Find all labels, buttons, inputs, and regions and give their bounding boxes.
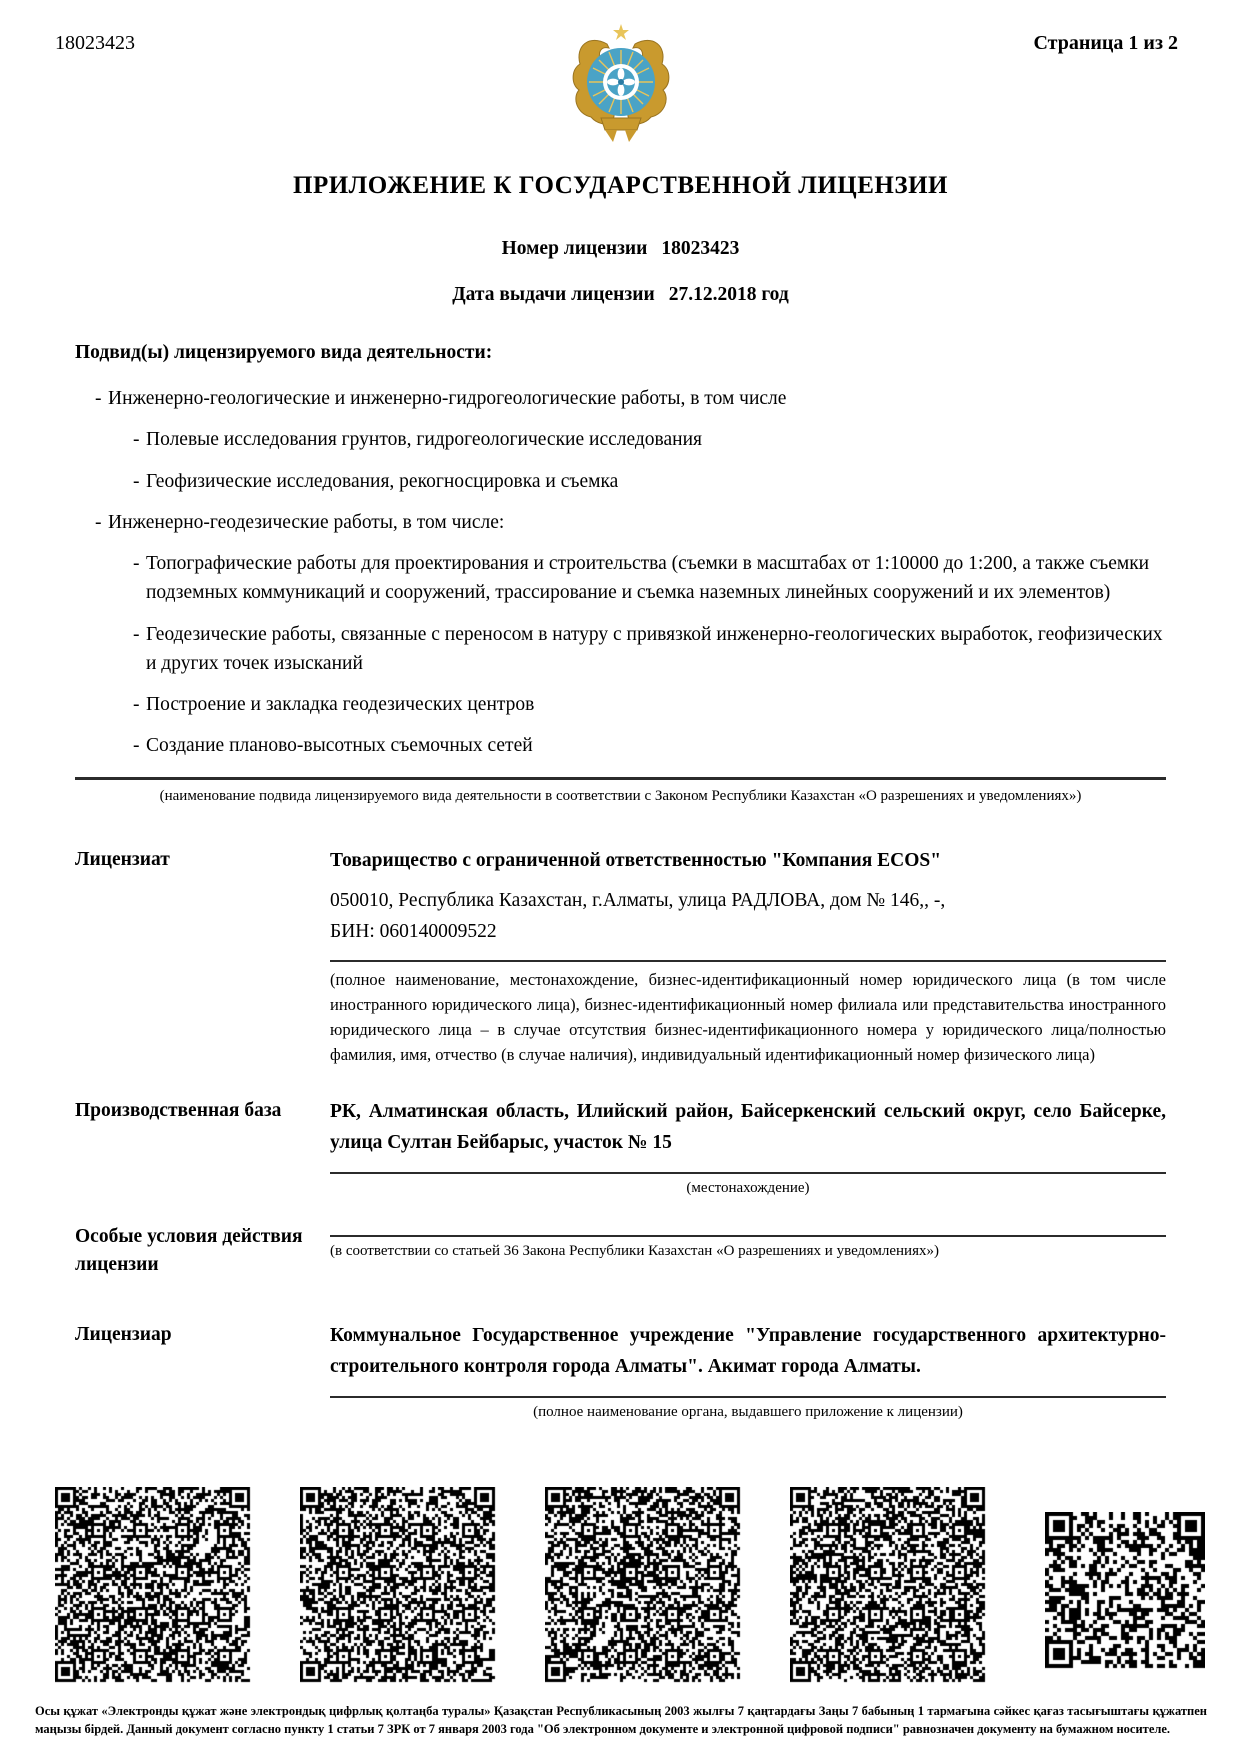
kazakhstan-emblem-icon — [571, 22, 671, 144]
license-date-label: Дата выдачи лицензии — [452, 284, 655, 305]
signature-barcode-4 — [790, 1487, 987, 1683]
subtype-item: - Геофизические исследования, рекогносцировка и съемка — [133, 467, 1166, 496]
document-number: 18023423 — [55, 32, 135, 54]
licensor-footnote: (полное наименование органа, выдавшего приложение к лицензии) — [533, 1403, 963, 1420]
licensee-value-block — [330, 846, 1166, 1068]
production-base-value: РК, Алматинская область, Илийский район, Байсеркенский сельский округ, село Байсерке, улица Султан Бейбарыс, участок № 15 — [330, 1101, 1166, 1153]
page-header — [55, 22, 1178, 150]
subtype-item: - Построение и закладка геодезических центров — [133, 690, 1166, 719]
verification-qr-code — [1045, 1512, 1205, 1669]
subtype-item: - Полевые исследования грунтов, гидрогеологические исследования — [133, 425, 1166, 454]
signature-barcode-2 — [300, 1487, 497, 1683]
subtypes-divider — [75, 777, 1166, 780]
licensor-divider — [330, 1396, 1166, 1398]
footer-legal-text: Осы құжат «Электронды құжат және электрондық цифрлық қолтаңба туралы» Қазақстан Республикасының 2003 жылғы 7 қаңтардағы Заңы 7 бабының 1 тармағына сәйкес қағаз тасығыштағы құжатпен маңызы бірдей. Данный документ согласно пункту 1 статьи 7 ЗРК от 7 января 2003 года "Об электронном документе и электронной цифровой подписи" равнозначен документу на бумажном носителе. — [35, 1704, 1207, 1737]
special-conditions-footnote: (в соответствии со статьей 36 Закона Республики Казахстан «О разрешениях и уведомлениях») — [330, 1242, 939, 1259]
special-conditions-value-block — [330, 1223, 1166, 1280]
production-base-field — [75, 1097, 1166, 1196]
licensee-address-line1: 050010, Республика Казахстан, г.Алматы, улица РАДЛОВА, дом № 146,, -, — [330, 889, 946, 911]
licensor-value: Коммунальное Государственное учреждение "Управление государственного архитектурно-строительного контроля города Алматы". Акимат города Алматы. — [330, 1325, 1166, 1377]
licensor-field — [75, 1321, 1166, 1420]
license-date-line — [75, 284, 1166, 306]
special-conditions-divider — [330, 1235, 1166, 1237]
subtype-item: - Геодезические работы, связанные с переносом в натуру с привязкой инженерно-геологических выработок, геофизических и других точек изысканий — [133, 620, 1166, 679]
subtype-item: - Топографические работы для проектирования и строительства (съемки в масштабах от 1:10000 до 1:200, а также съемки подземных коммуникаций и сооружений, трассирование и съемка наземных линейных сооружений и их элементов) — [133, 549, 1166, 608]
license-number-value: 18023423 — [661, 238, 740, 259]
licensee-name: Товарищество с ограниченной ответственностью "Компания ECOS" — [330, 849, 942, 871]
license-date-value: 27.12.2018 год — [668, 284, 789, 305]
signature-barcode-1 — [55, 1487, 252, 1683]
licensee-divider — [330, 960, 1166, 962]
licensee-label: Лицензиат — [75, 848, 170, 870]
special-conditions-label: Особые условия действия лицензии — [75, 1225, 303, 1276]
subtypes-heading: Подвид(ы) лицензируемого вида деятельности: — [75, 342, 493, 363]
licensor-label: Лицензиар — [75, 1324, 172, 1346]
licensee-field — [75, 846, 1166, 1068]
page-indicator: Страница 1 из 2 — [1033, 32, 1178, 54]
subtype-item: - Инженерно-геологические и инженерно-гидрогеологические работы, в том числе — [95, 384, 1166, 413]
signature-barcode-3 — [545, 1487, 742, 1683]
production-base-label: Производственная база — [75, 1100, 282, 1122]
subtypes-list — [75, 384, 1166, 761]
production-base-value-block — [330, 1097, 1166, 1196]
subtype-item: - Создание планово-высотных съемочных сетей — [133, 731, 1166, 760]
production-base-divider — [330, 1172, 1166, 1174]
licensee-footnote: (полное наименование, местонахождение, бизнес-идентификационный номер юридического лица (в том числе иностранного юридического лица), бизнес-идентификационный номер филиала или представительства иностранного юридического лица – в случае отсутствия бизнес-идентификационного номера у юридического лица/полностью фамилия, имя, отчество (в случае наличия), индивидуальный идентификационный номер физического лица) — [330, 970, 1166, 1064]
license-number-label: Номер лицензии — [501, 238, 648, 259]
signature-codes-row — [0, 1487, 1241, 1687]
license-number-line — [75, 238, 1166, 260]
subtype-item: - Инженерно-геодезические работы, в том числе: — [95, 508, 1166, 537]
subtypes-footnote: (наименование подвида лицензируемого вида деятельности в соответствии с Законом Республики Казахстан «О разрешениях и уведомлениях») — [159, 787, 1082, 804]
licensor-value-block — [330, 1321, 1166, 1420]
special-conditions-field — [75, 1223, 1166, 1280]
production-base-footnote: (местонахождение) — [686, 1179, 810, 1196]
document-title: ПРИЛОЖЕНИЕ К ГОСУДАРСТВЕННОЙ ЛИЦЕНЗИИ — [293, 172, 948, 199]
licensee-address-line2: БИН: 060140009522 — [330, 921, 497, 943]
